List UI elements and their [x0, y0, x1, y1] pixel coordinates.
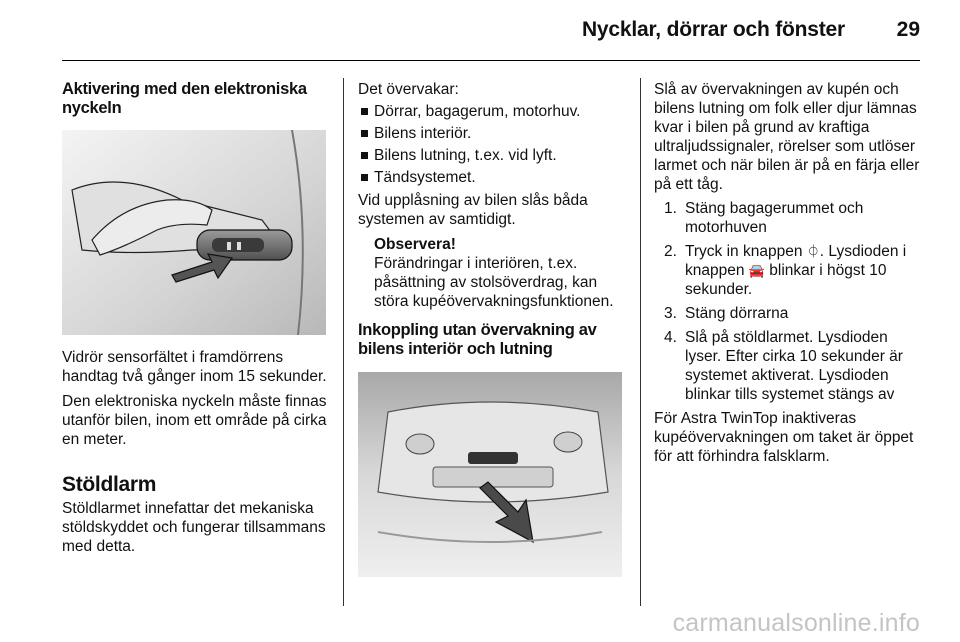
watermark: carmanualsonline.info — [672, 609, 920, 637]
section-title-theft-alarm: Stöldlarm — [62, 473, 157, 496]
bullet-square-icon — [361, 152, 368, 159]
note-title: Observera! — [374, 236, 456, 253]
note-text: Förändringar i interiören, t.ex. påsättning av stolsöverdrag, kan störa kupéövervakningsfunktionen. — [374, 255, 614, 310]
interior-button-illustration — [358, 372, 622, 577]
car-interior-monitoring-icon: 🚘 — [748, 263, 765, 278]
section-heading-activation: Aktivering med den elektroniska nyckeln — [62, 80, 307, 117]
page-number: 29 — [896, 18, 920, 41]
section-heading-without-monitoring: Inkoppling utan övervakning av bilens interiör och lutning — [358, 321, 597, 358]
paragraph: Vid upplåsning av bilen slås båda systemen av samtidigt. — [358, 192, 588, 228]
paragraph: Vidrör sensorfältet i framdörrens handtag två gånger inom 15 sekunder. — [62, 349, 327, 385]
header-rule — [62, 60, 920, 61]
column-divider-1 — [343, 78, 344, 606]
column-2 — [358, 80, 630, 359]
paragraph: Slå av övervakningen av kupén och bilens lutning om folk eller djur lämnas kvar i bilen på grund av kraftiga ultraljudssignaler, rörelser som utlöser larmet och när bilen är på en färja eller på ett tåg. — [654, 81, 920, 193]
column-divider-2 — [640, 78, 641, 606]
list-item: Bilens interiör. — [358, 124, 630, 143]
list-item: Bilens lutning, t.ex. vid lyft. — [358, 146, 630, 165]
bullet-square-icon — [361, 130, 368, 137]
note-box — [374, 235, 630, 311]
list-item: Tändsystemet. — [358, 168, 630, 187]
paragraph: Den elektroniska nyckeln måste finnas utanför bilen, inom ett område på cirka en meter. — [62, 393, 327, 448]
list-item: 4. Slå på stöldlarmet. Lysdioden lyser. Efter cirka 10 sekunder är systemet aktiverat. Lysdioden blinkar tills systemet stängs av — [664, 329, 903, 403]
paragraph: För Astra TwinTop inaktiveras kupéövervakningen om taket är öppet för att förhindra falsklarm. — [654, 410, 914, 465]
alarm-button-icon: ⏀ — [806, 244, 820, 259]
bullet-square-icon — [361, 174, 368, 181]
list-item: Dörrar, bagagerum, motorhuv. — [358, 102, 630, 121]
list-item: 1. Stäng bagagerummet och motorhuven — [664, 200, 864, 236]
column-3 — [654, 80, 920, 472]
door-handle-illustration — [62, 130, 326, 335]
list-item: 2. Tryck in knappen ⏀. Lysdioden i knappen 🚘 blinkar i högst 10 sekunder. — [664, 243, 907, 298]
paragraph: Det övervakar: — [358, 81, 459, 98]
page-header-title: Nycklar, dörrar och fönster — [581, 18, 845, 41]
paragraph: Stöldlarmet innefattar det mekaniska stöldskyddet och fungerar tillsammans med detta. — [62, 500, 326, 555]
bullet-square-icon — [361, 108, 368, 115]
column-1 — [62, 80, 330, 118]
column-1-lower — [62, 348, 334, 562]
steps-list — [654, 199, 920, 404]
list-item: 3. Stäng dörrarna — [664, 305, 789, 322]
monitoring-list — [358, 102, 630, 187]
